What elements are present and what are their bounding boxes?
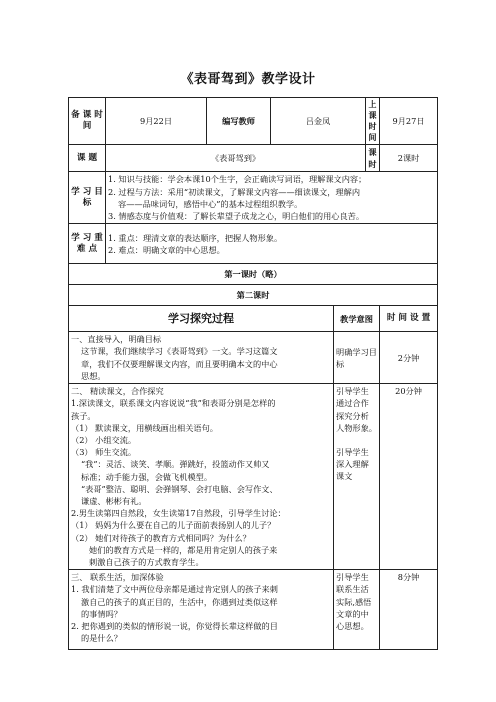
process-header-row (69, 306, 438, 332)
step-title: 一、直接导入，明确目标 (71, 334, 162, 345)
step-line: （1） 妈妈为什么要在自己的儿子面前表扬别人的儿子？ (71, 520, 276, 531)
prep-row (69, 98, 438, 145)
goal-item: 3. 情感态度与价值观：了解长辈望子成龙之心，明白他们的用心良苦。 (108, 211, 365, 222)
session-two-row (69, 285, 438, 306)
step-line: 激自己的孩子的真正目的，生活中，你遇到过类似这样 (81, 596, 278, 607)
step-line: 2. 把你遇到的类似的情形说一说，你觉得长辈这样做的目 (71, 621, 278, 632)
prep-time-label: 备 课 时 间 (69, 98, 106, 145)
step-intent (334, 384, 380, 570)
topic-label: 课 题 (69, 145, 106, 172)
goals-content (106, 172, 438, 224)
topic-value: 《表哥驾到》 (106, 145, 366, 172)
intent-line: 通过合作 (336, 398, 369, 409)
step-time: 20分钟 (380, 384, 438, 570)
goals-row (69, 172, 438, 224)
step-row (69, 570, 438, 650)
step-content (69, 332, 334, 384)
step-intent (334, 570, 380, 650)
step-line: （2） 她们对待孩子的教育方式相同吗？为什么？ (71, 532, 251, 543)
step-line: （2） 小组交流。 (71, 435, 137, 446)
keypoints-label: 学 习 重 难 点 (69, 224, 106, 264)
keypoint-item: 2. 难点：明确文章的中心思想。 (108, 244, 225, 255)
step-line: 1. 我们清楚了文中两位母亲都是通过肯定别人的孩子来刺 (71, 584, 278, 595)
intent-spacer (336, 434, 377, 446)
step-title: 三、 联系生活，加深体验 (71, 572, 164, 583)
author-name: 吕金凤 (271, 98, 366, 145)
step-line: 1.深读课文，联系课文内容说说“我”和表哥分别是怎样的 (71, 398, 276, 409)
lesson-plan-table (68, 97, 438, 650)
step-time: 8分钟 (380, 570, 438, 650)
step-content (69, 570, 334, 650)
time-header: 时 间 设 置 (380, 306, 438, 332)
step-line: 的事情吗？ (81, 608, 122, 619)
step-line: 她们的教育方式是一样的，都是用肯定别人的孩子来 (89, 544, 278, 555)
hours-label: 课时 (366, 145, 380, 172)
goals-label: 学 习 目 标 (69, 172, 106, 224)
step-content (69, 384, 334, 570)
step-line: 思想。 (81, 370, 106, 381)
author-label: 编写教师 (207, 98, 271, 145)
intent-line: 文章的中 (336, 608, 369, 619)
step-row (69, 384, 438, 570)
session-one-label: 第一课时（略） (69, 264, 438, 285)
intent-line: 心思想。 (336, 621, 369, 632)
keypoint-item: 1. 重点：理清文章的表达顺序，把握人物形象。 (108, 232, 283, 243)
step-line: “我”：灵活、谈笑、孝顺。弹跳好，投篮动作又帅又 (81, 459, 270, 470)
intent-line: 人物形象。 (336, 422, 377, 433)
step-line: 的是什么？ (81, 633, 122, 644)
goal-item: 2. 过程与方法：采用“初读课文，了解课文内容——细读课文，理解内 (108, 186, 361, 197)
intent-line: 引导学生 (336, 447, 369, 458)
intent-line: 实际,感悟 (336, 596, 372, 607)
intent-line: 探究分析 (336, 410, 369, 421)
session-two-label: 第二课时 (69, 285, 438, 306)
prep-date: 9月22日 (106, 98, 207, 145)
intent-line: 课文 (336, 471, 353, 482)
intent-line: 深入理解 (336, 459, 369, 470)
step-line: “表哥”整洁、聪明、会弹钢琴、会打电脑、会写作文、 (81, 483, 278, 494)
step-title: 二、 精读课文，合作探究 (71, 386, 164, 397)
step-line: 谦虚、彬彬有礼。 (81, 496, 147, 507)
intent-line: 联系生活 (336, 584, 369, 595)
keypoints-content (106, 224, 438, 264)
class-date: 9月27日 (380, 98, 438, 145)
step-line: 刺激自己孩子的方式教育学生。 (89, 557, 204, 568)
goal-item: 1. 知识与技能：学会本课10个生字，会正确读写词语，理解课文内容； (108, 174, 367, 185)
hours-value: 2课时 (380, 145, 438, 172)
document-title: 《表哥驾到》教学设计 (180, 72, 316, 87)
intent-header: 教学意图 (334, 306, 380, 332)
step-line: 章，我们不仅要理解课文内容，而且要明确本文的中心 (81, 358, 278, 369)
step-line: 2.男生读第四自然段，女生读第17自然段，引导学生讨论： (71, 508, 286, 519)
intent-line: 引导学生 (336, 572, 369, 583)
step-row (69, 332, 438, 384)
process-header: 学习探究过程 (69, 306, 334, 332)
step-line: 标准；动手能力强，会做飞机模型。 (81, 471, 213, 482)
session-one-row (69, 264, 438, 285)
class-time-label: 上 课 时 间 (366, 98, 380, 145)
intent-line: 引导学生 (336, 386, 369, 397)
step-time: 2分钟 (380, 332, 438, 384)
step-line: （3） 师生交流。 (71, 447, 137, 458)
step-line: 这节课，我们继续学习《表哥驾到》一文。学习这篇文 (81, 346, 278, 357)
topic-row (69, 145, 438, 172)
step-line: 孩子。 (71, 410, 96, 421)
goal-item: 容——品味词句，感悟中心”的基本过程组织教学。 (118, 198, 303, 209)
keypoints-row (69, 224, 438, 264)
step-line: （1） 默读课文，用横线画出相关语句。 (71, 422, 218, 433)
step-intent: 明确学习目标 (334, 332, 380, 384)
